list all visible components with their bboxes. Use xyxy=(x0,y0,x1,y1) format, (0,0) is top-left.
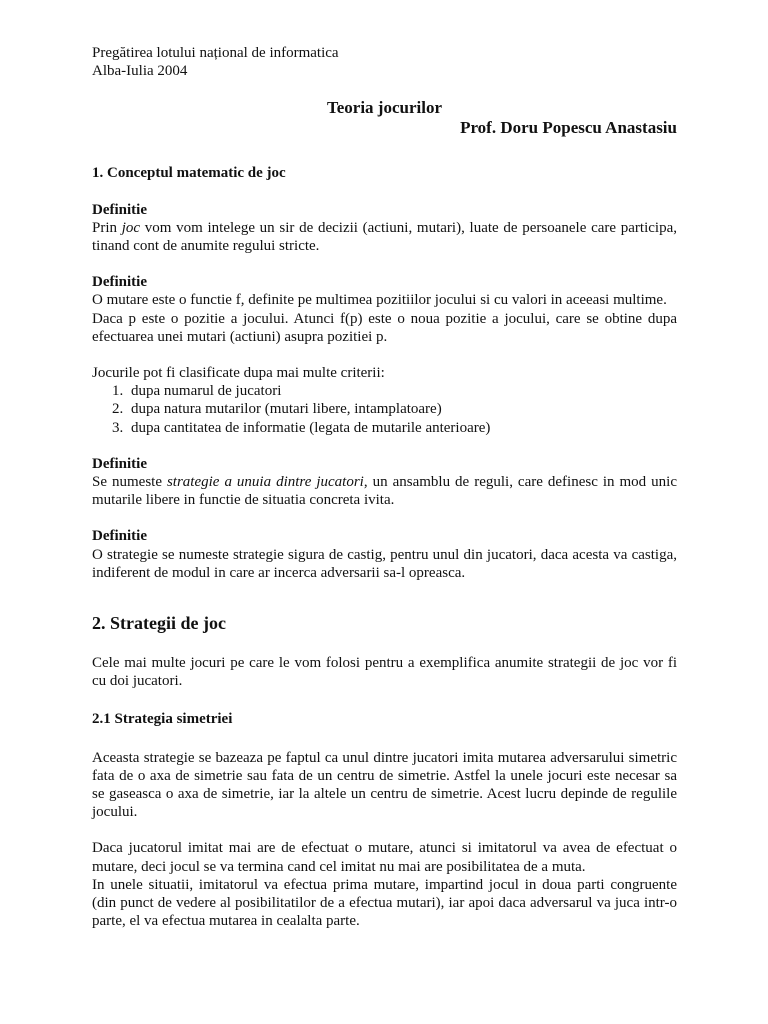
definition-2 xyxy=(92,273,677,346)
definition-text: Daca p este o pozitie a jocului. Atunci f(p) este o noua pozitie a jocului, care se obtine dupa efectuarea unei mutari (actiuni) asupra pozitiei p. xyxy=(92,310,677,345)
section-1-heading: 1. Conceptul matematic de joc xyxy=(92,165,286,182)
definition-3 xyxy=(92,455,677,510)
paragraph: In unele situatii, imitatorul va efectua prima mutare, impartind jocul in doua parti congruente (din punct de vedere al posibilitatilor de a efectua mutari), iar apoi daca adversarul va juca intr-o parte, el va efectua mutarea in cealalta parte. xyxy=(92,876,677,930)
definition-label: Definitie xyxy=(92,528,147,545)
document-title: Teoria jocurilor xyxy=(326,98,443,118)
definition-label: Definitie xyxy=(92,455,147,472)
document-author: Prof. Doru Popescu Anastasiu xyxy=(460,118,677,138)
text-segment: Prin xyxy=(92,219,122,236)
document-content xyxy=(92,44,677,931)
definition-text: O strategie se numeste strategie sigura de castig, pentru unul din jucatori, daca acesta va castiga, indiferent de modul in care ar incerca adversarii sa-l opreasca. xyxy=(92,546,677,581)
paragraph: Aceasta strategie se bazeaza pe faptul ca unul dintre jucatori imita mutarea adversarului simetric fata de o axa de simetrie sau fata de un centru de simetrie. Astfel la unele jocuri este necesar sa se gaseasca o axa de simetrie, iar la altele un centru de simetrie. Acest lucru depinde de regulile jocului. xyxy=(92,749,677,821)
text-segment: Se numeste xyxy=(92,474,167,491)
definition-1 xyxy=(92,201,677,256)
emphasis-term: joc xyxy=(121,219,141,236)
list-item: 2. dupa natura mutarilor (mutari libere, intamplatoare) xyxy=(127,400,677,418)
definition-text xyxy=(92,473,677,509)
list-item: 3. dupa cantitatea de informatie (legata de mutarile anterioare) xyxy=(127,419,677,437)
list-item: 1. dupa numarul de jucatori xyxy=(127,382,677,400)
definition-4 xyxy=(92,527,677,582)
definition-label: Definitie xyxy=(92,274,147,291)
definition-label: Definitie xyxy=(92,201,147,218)
definition-text: O mutare este o functie f, definite pe multimea pozitiilor jocului si cu valori in aceeasi multime. xyxy=(92,292,667,309)
document-header xyxy=(92,44,677,80)
header-line-1: Pregătirea lotului național de informatica xyxy=(92,45,339,61)
text-segment: vom vom intelege un sir de decizii (actiuni, mutari), luate de persoanele care participa, tinand cont de anumite regului stricte. xyxy=(92,219,677,255)
emphasis-term: strategie a unuia dintre jucatori xyxy=(166,474,364,491)
section-2-intro: Cele mai multe jocuri pe care le vom folosi pentru a exemplifica anumite strategii de joc vor fi cu doi jucatori. xyxy=(92,655,677,690)
classification-intro: Jocurile pot fi clasificate dupa mai multe criterii: xyxy=(92,365,385,382)
definition-text xyxy=(92,219,677,255)
classification-block xyxy=(92,364,677,437)
text-segment: , un ansamblu de reguli, care definesc in mod unic mutarile libere in functie de situatia concreta ivita. xyxy=(92,474,677,509)
header-line-2: Alba-Iulia 2004 xyxy=(92,63,188,80)
section-2-heading: 2. Strategii de joc xyxy=(92,613,226,634)
paragraph: Daca jucatorul imitat mai are de efectuat o mutare, atunci si imitatorul va avea de efectuat o mutare, deci jocul se va termina cand cel imitat nu mai are posibilitatea de a muta. xyxy=(92,840,677,875)
subsection-2-1-heading: 2.1 Strategia simetriei xyxy=(92,711,233,728)
criteria-list xyxy=(92,382,677,437)
